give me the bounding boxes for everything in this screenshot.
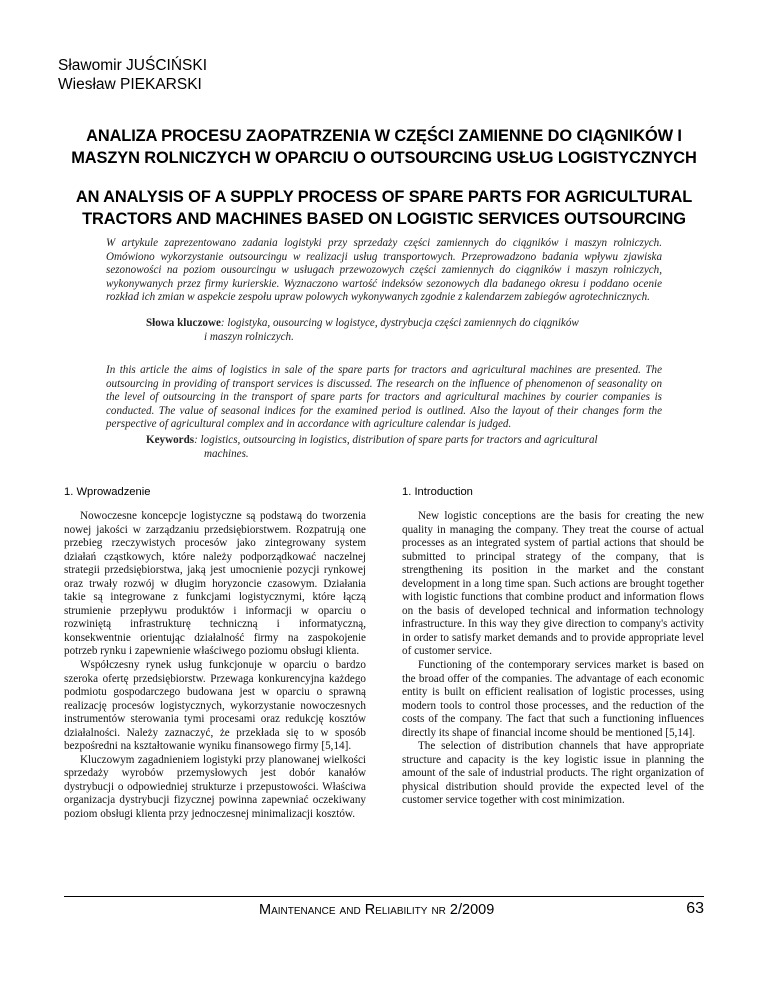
author-name: Sławomir JUŚCIŃSKI [58, 57, 207, 74]
page-number: 63 [686, 900, 704, 917]
keywords-english [146, 434, 646, 461]
paragraph: Kluczowym zagadnieniem logistyki przy planowanej wielkości sprzedaży wyrobów przemysłowych jest dobór kanałów dystrybucji o odpowiedniej strukturze i przepustowości. Właściwa organizacja dystrybucji fizycznej powinna zapewniać oczekiwany poziom obsługi klienta przy jednoczesnej minimalizacji kosztów. [64, 753, 366, 821]
author-name: Wiesław PIEKARSKI [58, 76, 202, 93]
paragraph: Współczesny rynek usług funkcjonuje w oparciu o bardzo szeroka ofertę przedsiębiorstw. Przewaga konkurencyjna każdego podmiotu gospodarczego budowana jest w oparciu o sprawną realizację procesów logistycznych, wykorzystanie nowoczesnych instrumentów sterowania tymi procesami oraz redukcję kosztów działalności. Należy zaznaczyć, że przekłada się to w sposób bezpośredni na kształtowanie wyniku finansowego firmy [5,14]. [64, 659, 366, 753]
paragraph: Functioning of the contemporary services market is based on the broad offer of the companies. The advantage of each economic entity is built on efficient realisation of logistic processes, using modern tools to control those processes, and the reduction of the costs of the company. The fact that such a functioning influences directly its shape of financial income should be mentioned [5,14]. [402, 659, 704, 739]
title-english: AN ANALYSIS OF A SUPPLY PROCESS OF SPARE PARTS FOR AGRICULTURAL TRACTORS AND MACHINES BASED ON LOGISTIC SERVICES OUTSOURCING [75, 188, 693, 228]
authors [58, 56, 207, 94]
body-column-english [402, 510, 704, 808]
body-column-polish [64, 510, 366, 822]
keywords-text-continued: machines. [204, 447, 249, 460]
footer-divider [64, 896, 704, 897]
title-polish: ANALIZA PROCESU ZAOPATRZENIA W CZĘŚCI ZAMIENNE DO CIĄGNIKÓW I MASZYN ROLNICZYCH W OPARCIU O OUTSOURCING USŁUG LOGISTYCZNYCH [71, 127, 697, 167]
abstract-english: In this article the aims of logistics in sale of the spare parts for tractors and agricultural machines are presented. The outsourcing in providing of transport services is discussed. The research on the influence of phenomenon of seasonality on the level of outsourcing in the transport of spare parts for tractors and agricultural machines by courier companies is conducted. The value of seasonal indices for the examined period is outlined. Also the layout of their changes form the perspective of agricultural complex and in accordance with agriculture calendar is judged. [106, 364, 662, 431]
paragraph: Nowoczesne koncepcje logistyczne są podstawą do tworzenia nowej jakości w zarządzaniu przedsiębiorstwem. Rozpatrują one przebieg rzeczywistych procesów jako zintegrowany system działań cząstkowych, które należy podporządkować naczelnej strategii przedsiębiorstwa, jaką jest umocnienie pozycji rynkowej oraz trwały rozwój w długim horyzoncie czasowym. Działania takie są integrowane z funkcjami logistycznymi, które łączą strumienie przepływu produktów i informacji w oparciu o rozwiniętą infrastrukturę techniczną i informatyczną, konsekwentnie orientując działalność firmy na zaspokojenie potrzeb rynku i zapewnienie właściwego poziomu obsługi klienta. [64, 510, 366, 658]
abstract-polish: W artykule zaprezentowano zadania logistyki przy sprzedaży części zamiennych do ciągników i maszyn rolniczych. Omówiono wykorzystanie outsourcingu w realizacji usług transportowych. Przeprowadzono badania wpływu zjawiska sezonowości na poziom ousourcingu w usługach przewozowych części zamiennych do ciągników i maszyn rolniczych, wykonywanych przez firmy kurierskie. Wyznaczono wartość indeksów sezonowych dla badanego okresu i poddano ocenie rozkład ich zmian w aspekcie zespołu upraw polowych wykonywanych zgodnie z kalendarzem zabiegów agrotechnicznych. [106, 237, 662, 304]
keywords-text: : logistyka, ousourcing w logistyce, dystrybucja części zamiennych do ciągników [220, 317, 579, 329]
journal-name: Maintenance and Reliability nr 2/2009 [259, 902, 495, 918]
keywords-label: Słowa kluczowe [146, 317, 221, 329]
paragraph: The selection of distribution channels that have appropriate structure and capacity is the key logistic issue in planning the amount of the sale of industrial products. The right organization of physical distribution should provide the expected level of the customer service together with cost minimization. [402, 740, 704, 807]
keywords-text-continued: i maszyn rolniczych. [204, 330, 294, 343]
section-heading-polish: 1. Wprowadzenie [64, 486, 151, 498]
keywords-label: Keywords [146, 434, 195, 446]
keywords-polish [146, 317, 646, 344]
keywords-text: : logistics, outsourcing in logistics, distribution of spare parts for tractors and agricultural [194, 434, 598, 446]
paragraph: New logistic conceptions are the basis for creating the new quality in managing the company. They treat the course of actual processes as an integrated system of partial actions that should be submitted to principal strategy of the company, that is strengthening its position in the market and the constant development in a long time span. Such actions are brought together with logistic functions that combine product and information flows on the basis of developed technical and information technology infrastructure. In this way they give direction to company's activity in order to satisfy market demands and to provide appropriate level of customer service. [402, 510, 704, 658]
section-heading-english: 1. Introduction [402, 486, 473, 498]
